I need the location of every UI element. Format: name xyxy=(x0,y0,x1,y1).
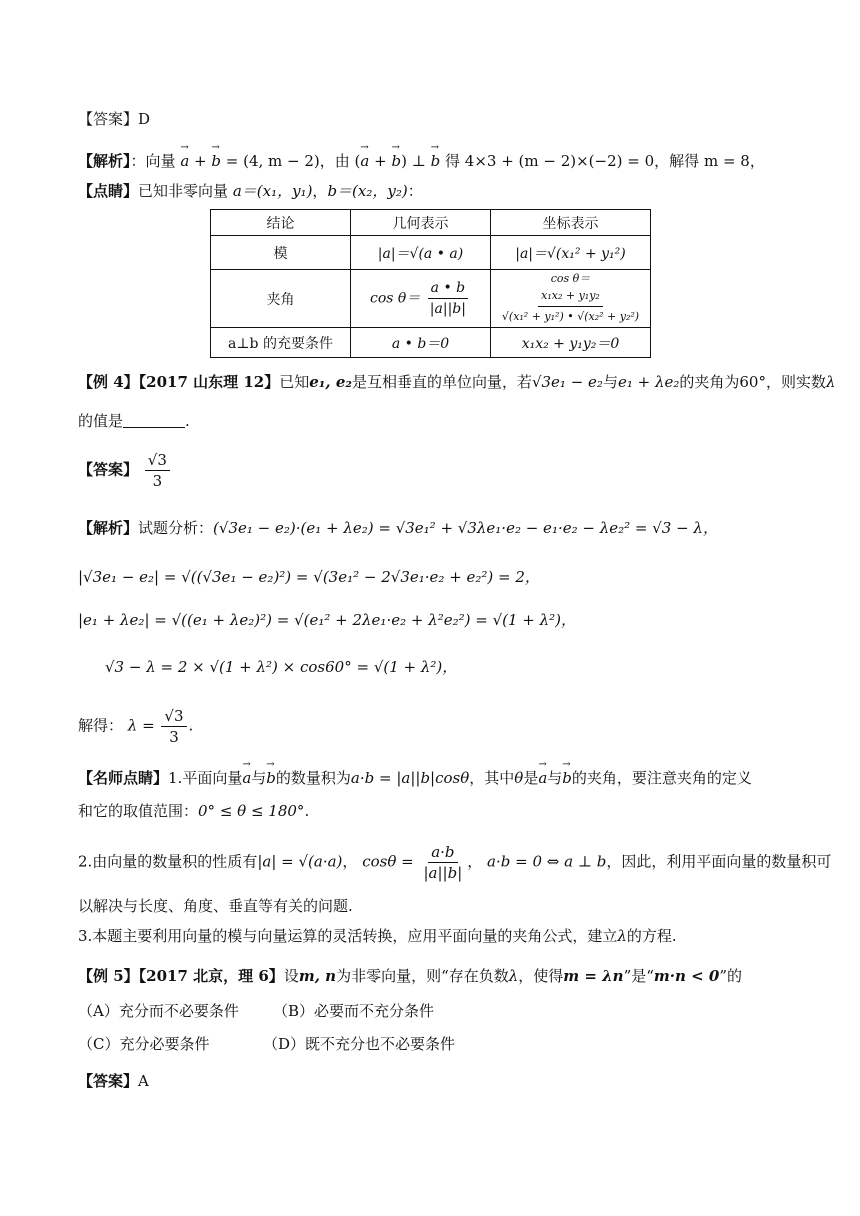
vec-b: → b xyxy=(562,767,572,789)
ex4-expr2: e₁ + λe₂ xyxy=(617,373,680,391)
geo-den: |a||b| xyxy=(429,301,466,317)
ex4-angle: 60° xyxy=(739,373,766,391)
analysis-eq2: 4×3 + (m − 2)×(−2) = 0 xyxy=(464,152,655,170)
analysis-4-eq2 xyxy=(78,566,540,588)
solve-lhs: λ = xyxy=(127,716,155,735)
teacher-tip-1-line2 xyxy=(78,800,309,822)
ex5-options-row1 xyxy=(78,1000,434,1022)
analysis-eq2: |√3e₁ − e₂| = √((√3e₁ − e₂)²) = √(3e₁² − 2√3e₁·e₂ + e₂²) = 2， xyxy=(78,568,540,586)
ex5-text4: ”是“ xyxy=(623,967,654,985)
tip-text: 以解决与长度、角度、垂直等有关的问题. xyxy=(78,897,353,915)
geo-fraction xyxy=(427,278,469,319)
analysis-4-eq3 xyxy=(78,609,576,631)
tip-formula: |a| = √(a·a) xyxy=(257,852,343,871)
tip-formula: a·b = |a||b|cosθ xyxy=(350,769,470,787)
answer-value: A xyxy=(138,1072,149,1090)
vec-a: → a xyxy=(242,767,251,789)
tip-formula: a·b = 0 ⇔ a ⊥ b xyxy=(487,852,607,871)
example-4 xyxy=(78,371,836,393)
teacher-tip-3 xyxy=(78,925,677,947)
ex4-label: 【例 4】 xyxy=(78,373,139,391)
analysis-lead: ：向量 xyxy=(130,152,176,170)
table-cell-coord: x₁x₂ + y₁y₂＝0 xyxy=(491,328,651,358)
teacher-tip-2-line2 xyxy=(78,895,353,917)
vec-a: → a xyxy=(360,150,369,172)
tip-lambda: λ xyxy=(617,927,627,945)
coord-lhs: cos θ＝ xyxy=(550,272,591,285)
tip-text: ， xyxy=(342,852,358,871)
solve-num: √3 xyxy=(161,706,186,727)
option-a: （A）充分而不必要条件 xyxy=(78,1002,239,1020)
vec-a: → a xyxy=(180,150,189,172)
ex5-label: 【例 5】 xyxy=(78,967,139,985)
vec-b: → b xyxy=(211,150,221,172)
analysis-de: 得 xyxy=(444,152,460,170)
geo-num: a • b xyxy=(428,278,468,299)
analysis-solve: ，解得 xyxy=(654,152,700,170)
ex5-expr1: m = λn xyxy=(563,967,624,985)
table-cell-geo: |a|＝√(a • a) xyxy=(351,236,491,270)
tip-text: 的数量积为 xyxy=(275,769,351,787)
tip-theta: θ xyxy=(514,769,524,787)
analysis-eq1: = (4, m − 2) xyxy=(225,152,320,170)
analysis-result: m = 8 xyxy=(703,152,750,170)
tip-text: 与 xyxy=(547,769,563,787)
ex4-expr1: √3e₁ − e₂ xyxy=(531,373,603,391)
tip-text: 的夹角，要注意夹角的定义 xyxy=(571,769,752,787)
answer-num: √3 xyxy=(145,450,170,471)
teacher-tip-2 xyxy=(78,842,831,883)
tip-label: 【点睛】 xyxy=(78,182,139,200)
cos-fraction xyxy=(420,842,465,883)
table-header-row xyxy=(211,210,651,236)
answer-1 xyxy=(78,108,150,130)
table-row xyxy=(211,236,651,270)
tip-text: 已知非零向量 xyxy=(138,182,229,200)
coord-den: √(x₁² + y₁²) • √(x₂² + y₂²) xyxy=(501,310,640,323)
option-b: （B）必要而不充分条件 xyxy=(273,1002,435,1020)
ex4-lambda: λ xyxy=(826,373,836,391)
teacher-tip-1 xyxy=(78,767,752,789)
tip-text: ，其中 xyxy=(469,769,515,787)
ex4-text1: 已知 xyxy=(279,373,310,391)
ex4-line2: 的值是 xyxy=(78,412,124,430)
ex4-period: . xyxy=(185,412,190,430)
tip-colon: ： xyxy=(407,182,423,200)
solve-end: . xyxy=(188,716,194,735)
ex4-text2: 是互相垂直的单位向量，若 xyxy=(351,373,532,391)
answer-label: 【答案】 xyxy=(78,1072,139,1090)
ex4-text5: ，则实数 xyxy=(765,373,826,391)
ex4-vars: e₁, e₂ xyxy=(309,373,352,391)
tip xyxy=(78,180,423,202)
tip-text: 1.平面向量 xyxy=(168,769,243,787)
analysis-eq4: √3 − λ = 2 × √(1 + λ²) × cos60° = √(1 + λ²)， xyxy=(105,658,458,676)
tip-text: 2.由向量的数量积的性质有 xyxy=(78,852,258,871)
tip-a-def: a＝(x₁，y₁) xyxy=(232,182,313,200)
analysis-mid: ，由 xyxy=(319,152,350,170)
ex5-text1: 设 xyxy=(283,967,299,985)
vec-b: → b xyxy=(431,150,441,172)
answer-den: 3 xyxy=(152,472,163,490)
cos-num: a·b xyxy=(428,842,457,863)
ex4-source: 【2017 山东理 12】 xyxy=(138,373,280,391)
analysis-4-solve xyxy=(78,706,193,747)
tip-text: 3.本题主要利用向量的模与向量运算的灵活转换，应用平面向量的夹角公式，建立 xyxy=(78,927,618,945)
solve-den: 3 xyxy=(169,728,179,746)
table-cell-coord xyxy=(491,270,651,328)
answer-5 xyxy=(78,1070,149,1092)
geo-lhs: cos θ＝ xyxy=(370,290,421,307)
ex5-expr2: m·n < 0 xyxy=(653,967,720,985)
answer-value: D xyxy=(138,110,151,128)
ex5-options-row2 xyxy=(78,1033,455,1055)
ex4-text3: 与 xyxy=(602,373,618,391)
table-row xyxy=(211,328,651,358)
table-header: 结论 xyxy=(211,210,351,236)
analysis-label: 【解析】 xyxy=(78,152,131,170)
analysis-4-eq4 xyxy=(105,656,457,678)
example-4-line2 xyxy=(78,410,190,432)
answer-blank xyxy=(123,413,185,428)
analysis-eq1: (√3e₁ − e₂)·(e₁ + λe₂) = √3e₁² + √3λe₁·e₂ − e₁·e₂ − λe₂² = √3 − λ， xyxy=(213,519,718,537)
tip-formula: cosθ = xyxy=(362,852,414,871)
table-header: 几何表示 xyxy=(351,210,491,236)
coord-num: x₁x₂ + y₁y₂ xyxy=(538,286,603,307)
ex5-lambda: λ xyxy=(508,967,519,985)
tip-range: 0° ≤ θ ≤ 180° xyxy=(198,802,305,820)
analysis-4 xyxy=(78,517,718,539)
ex5-text2: 为非零向量，则“存在负数 xyxy=(336,967,509,985)
teacher-tip-label: 【名师点睛】 xyxy=(78,769,169,787)
table-cell-geo xyxy=(351,270,491,328)
analysis-label: 【解析】 xyxy=(78,519,139,537)
tip-text: 是 xyxy=(523,769,539,787)
vec-b: → b xyxy=(266,767,276,789)
analysis-intro: 试题分析： xyxy=(138,519,214,537)
answer-label: 【答案】 xyxy=(78,110,139,128)
perp-symbol: ⊥ xyxy=(411,152,426,170)
table-header: 坐标表示 xyxy=(491,210,651,236)
answer-4 xyxy=(78,450,172,491)
vec-b: → b xyxy=(391,150,401,172)
analysis-1: 【解析】：向量 → a + → b = (4, m − 2)，由 (→ a + → b) ⊥ → b 得 4×3 + (m − 2)×(−2) = 0，解得 m = 8， xyxy=(78,150,765,172)
table-cell-label: 模 xyxy=(211,236,351,270)
option-d: （D）既不充分也不必要条件 xyxy=(263,1035,456,1053)
solve-label: 解得： xyxy=(78,716,124,735)
solve-fraction xyxy=(161,706,186,747)
ex5-text3: ，使得 xyxy=(518,967,564,985)
table-cell-geo: a • b＝0 xyxy=(351,328,491,358)
table-cell-label: 夹角 xyxy=(211,270,351,328)
ex5-text5: ”的 xyxy=(719,967,743,985)
tip-text: 和它的取值范围： xyxy=(78,802,199,820)
analysis-eq3: |e₁ + λe₂| = √((e₁ + λe₂)²) = √(e₁² + 2λe₁·e₂ + λ²e₂²) = √(1 + λ²)， xyxy=(78,611,577,629)
answer-label: 【答案】 xyxy=(78,460,139,479)
tip-b-def: b＝(x₂，y₂) xyxy=(327,182,408,200)
table-cell-label: a⊥b 的充要条件 xyxy=(211,328,351,358)
ex5-source: 【2017 北京，理 6】 xyxy=(138,967,284,985)
table-cell-coord: |a|＝√(x₁² + y₁²) xyxy=(491,236,651,270)
answer-fraction xyxy=(145,450,170,491)
vec-a: → a xyxy=(538,767,547,789)
tip-text: ，因此，利用平面向量的数量积可 xyxy=(606,852,832,871)
ex4-text4: 的夹角为 xyxy=(679,373,740,391)
example-5 xyxy=(78,965,742,987)
tip-text: . xyxy=(304,802,310,820)
ex5-vars: m, n xyxy=(298,967,337,985)
tip-text: 的方程. xyxy=(626,927,677,945)
analysis-end: ， xyxy=(749,152,765,170)
table-row xyxy=(211,270,651,328)
option-c: （C）充分必要条件 xyxy=(78,1035,210,1053)
coord-fraction xyxy=(499,286,642,327)
tip-sep: ， xyxy=(312,182,328,200)
tip-text: 与 xyxy=(251,769,267,787)
cos-den: |a||b| xyxy=(423,864,463,882)
tip-text: ， xyxy=(467,852,483,871)
vector-table xyxy=(210,209,651,358)
